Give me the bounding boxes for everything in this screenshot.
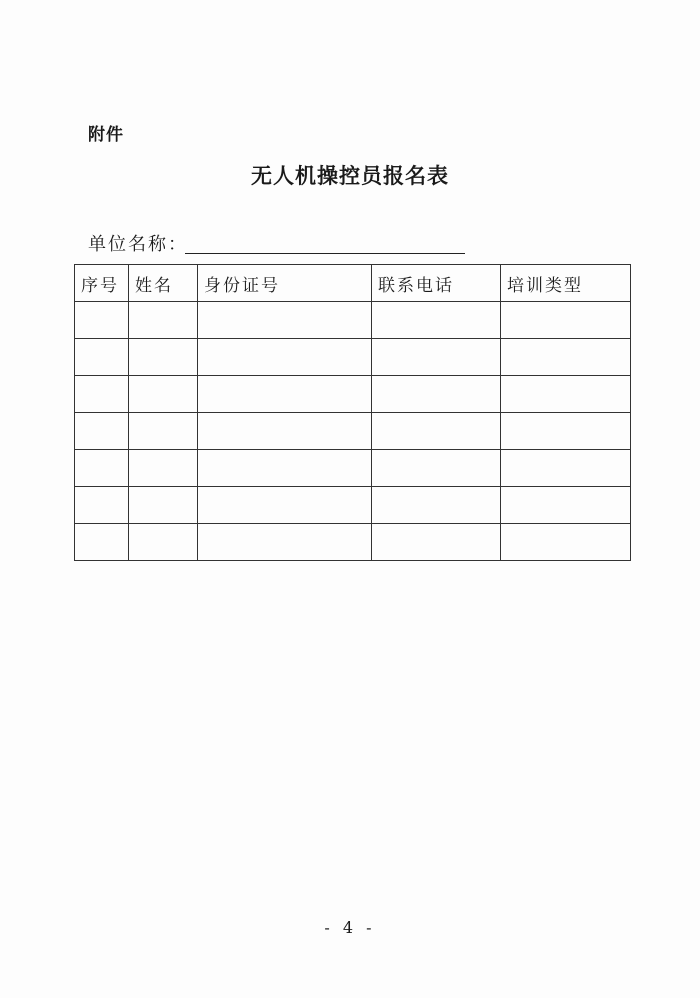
- table-cell[interactable]: [198, 302, 372, 339]
- table-cell[interactable]: [198, 413, 372, 450]
- table-cell[interactable]: [129, 487, 198, 524]
- table-row: [75, 413, 631, 450]
- table-cell[interactable]: [75, 450, 129, 487]
- unit-name-row: [88, 230, 188, 256]
- table-cell[interactable]: [198, 487, 372, 524]
- table-cell[interactable]: [129, 450, 198, 487]
- table-cell[interactable]: [501, 450, 631, 487]
- table-cell[interactable]: [129, 524, 198, 561]
- table-cell[interactable]: [501, 413, 631, 450]
- header-phone: 联系电话: [372, 265, 501, 302]
- table-cell[interactable]: [75, 413, 129, 450]
- table-cell[interactable]: [75, 524, 129, 561]
- header-serial-number: 序号: [75, 265, 129, 302]
- table-cell[interactable]: [129, 376, 198, 413]
- table-cell[interactable]: [501, 339, 631, 376]
- table-cell[interactable]: [75, 376, 129, 413]
- page-number: - 4 -: [324, 918, 376, 937]
- table-cell[interactable]: [372, 413, 501, 450]
- table-cell[interactable]: [372, 339, 501, 376]
- table-cell[interactable]: [75, 339, 129, 376]
- form-title: 无人机操控员报名表: [251, 164, 449, 188]
- table-cell[interactable]: [198, 339, 372, 376]
- header-name: 姓名: [129, 265, 198, 302]
- header-training-type: 培训类型: [501, 265, 631, 302]
- table-cell[interactable]: [501, 487, 631, 524]
- table-cell[interactable]: [372, 487, 501, 524]
- table-cell[interactable]: [372, 376, 501, 413]
- table-cell[interactable]: [501, 524, 631, 561]
- table-cell[interactable]: [198, 450, 372, 487]
- table-header-row: [75, 265, 631, 302]
- table-row: [75, 450, 631, 487]
- table-cell[interactable]: [372, 524, 501, 561]
- table-cell[interactable]: [129, 339, 198, 376]
- attachment-label: 附件: [88, 125, 124, 145]
- table-row: [75, 339, 631, 376]
- table-cell[interactable]: [372, 302, 501, 339]
- table-cell[interactable]: [75, 487, 129, 524]
- table-row: [75, 524, 631, 561]
- table-row: [75, 302, 631, 339]
- signup-table: [74, 264, 631, 561]
- table-row: [75, 376, 631, 413]
- unit-name-label: 单位名称：: [88, 234, 188, 255]
- table-cell[interactable]: [75, 302, 129, 339]
- unit-name-field[interactable]: [185, 253, 465, 254]
- table-cell[interactable]: [198, 524, 372, 561]
- table-cell[interactable]: [501, 376, 631, 413]
- table-cell[interactable]: [372, 450, 501, 487]
- table-cell[interactable]: [129, 413, 198, 450]
- header-id-number: 身份证号: [198, 265, 372, 302]
- table-cell[interactable]: [198, 376, 372, 413]
- table-row: [75, 487, 631, 524]
- table-cell[interactable]: [501, 302, 631, 339]
- table-cell[interactable]: [129, 302, 198, 339]
